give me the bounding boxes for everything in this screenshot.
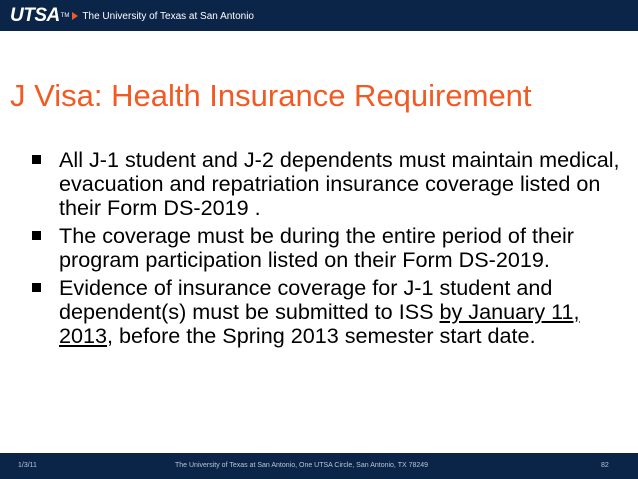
bullet-text-before: Evidence of insurance coverage for J-1 student and dependent(s) must be submitted to ISS: [59, 275, 553, 324]
square-bullet-icon: [32, 155, 41, 164]
square-bullet-icon: [32, 231, 41, 240]
bullet-text-after: , before the Spring 2013 semester start date.: [107, 323, 536, 348]
footer-bar: [0, 453, 638, 479]
bullet-item: [30, 276, 630, 348]
footer-address: The University of Texas at San Antonio, One UTSA Circle, San Antonio, TX 78249: [175, 462, 429, 469]
footer-date: 1/3/11: [18, 462, 37, 469]
logo-arrow-icon: [72, 12, 78, 20]
deadline-text: by January 11, 2013: [59, 299, 580, 348]
bullet-text: The coverage must be during the entire period of their program participation listed on their Form DS-2019.: [59, 223, 574, 272]
logo-trademark: TM: [60, 13, 70, 19]
page-number: 82: [601, 462, 609, 469]
bullet-item: [30, 224, 630, 272]
logo-mark: UTSA: [10, 5, 60, 26]
bullet-text: All J-1 student and J-2 dependents must maintain medical, evacuation and repatriation insurance coverage listed on their Form DS-2019 .: [59, 147, 620, 220]
square-bullet-icon: [32, 283, 41, 292]
utsa-logo: [10, 4, 254, 28]
logo-text: The University of Texas at San Antonio: [82, 10, 254, 22]
bullet-item: [30, 148, 630, 220]
header-bar: [0, 0, 638, 34]
bullet-list: [30, 148, 630, 352]
slide-title: J Visa: Health Insurance Requirement: [10, 78, 532, 113]
